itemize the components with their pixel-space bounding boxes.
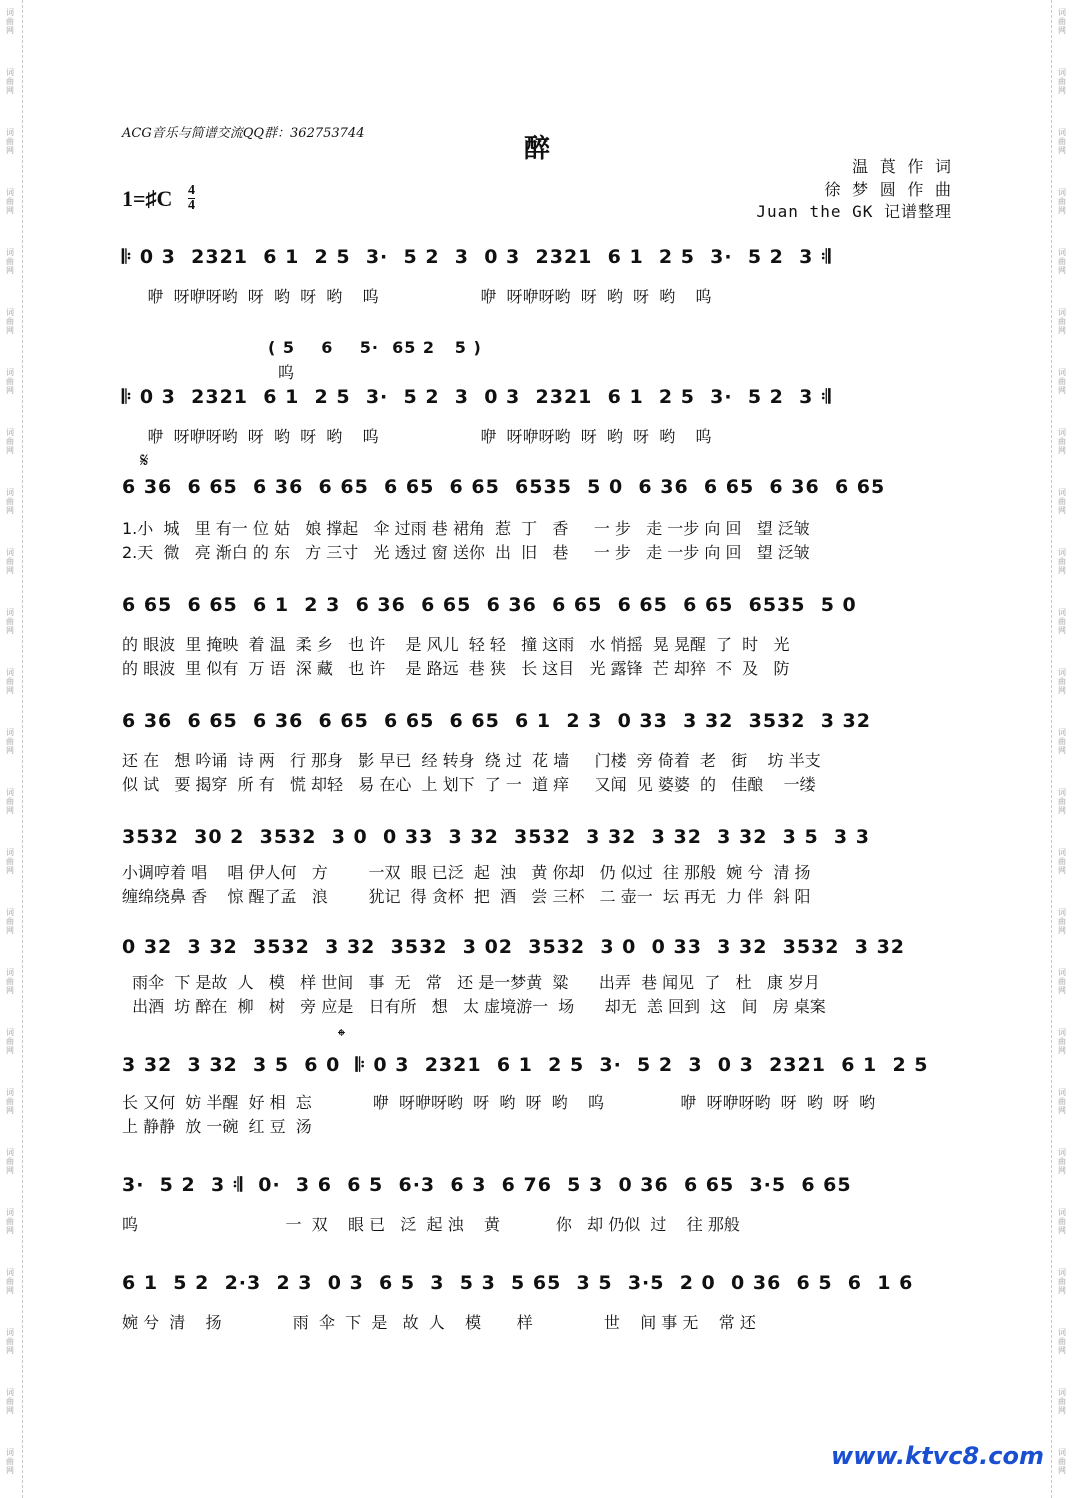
time-sig-bottom: 4 — [188, 198, 195, 213]
intro-lyric: 呜 — [278, 363, 295, 382]
composer-credit: 徐 梦 圆 作 曲 — [824, 180, 952, 199]
watermark-text: 词 曲 网 — [6, 908, 14, 935]
watermark-text: 词 曲 网 — [6, 188, 14, 215]
watermark-text: 词 曲 网 — [6, 548, 14, 575]
watermark-text: 词 曲 网 — [6, 668, 14, 695]
watermark-text: 词 曲 网 — [6, 248, 14, 275]
watermark-text: 词 曲 网 — [1058, 1028, 1066, 1055]
lyric-line-2: 缠绵绕鼻 香 惊 醒了孟 浪 犹记 得 贪杯 把 酒 尝 三杯 二 壶一 坛 再无 力 伴 斜 阳 — [122, 887, 811, 906]
notation-line: 6 36 6 65 6 36 6 65 6 65 6 65 6 1 2 3 0 33 3 32 3532 3 32 — [122, 710, 871, 732]
watermark-text: 词 曲 网 — [1058, 368, 1066, 395]
arranger-credit: Juan the GK 记谱整理 — [756, 202, 952, 221]
watermark-text: 词 曲 网 — [6, 1388, 14, 1415]
watermark-text: 词 曲 网 — [6, 428, 14, 455]
watermark-text: 词 曲 网 — [1058, 908, 1066, 935]
watermark-text: 词 曲 网 — [1058, 1088, 1066, 1115]
site-logo[interactable]: www.ktvc8.com — [831, 1442, 1044, 1470]
watermark-text: 词 曲 网 — [6, 308, 14, 335]
watermark-text: 词 曲 网 — [1058, 1388, 1066, 1415]
watermark-text: 词 曲 网 — [1058, 128, 1066, 155]
watermark-text: 词 曲 网 — [6, 608, 14, 635]
watermark-text: 词 曲 网 — [6, 728, 14, 755]
watermark-text: 词 曲 网 — [1058, 8, 1066, 35]
lyric-line-1: 呜 一 双 眼 已 泛 起 浊 黄 你 却 仍似 过 往 那般 — [122, 1215, 740, 1234]
watermark-text: 词 曲 网 — [1058, 248, 1066, 275]
lyric-line-2: 上 静静 放 一碗 红 豆 汤 — [122, 1117, 312, 1136]
intro-phrase: ( 5 6 5· 65 2 5 ) — [268, 338, 482, 357]
right-watermark-strip — [1051, 0, 1074, 1498]
watermark-text: 词 曲 网 — [6, 968, 14, 995]
watermark-text: 词 曲 网 — [1058, 1208, 1066, 1235]
watermark-text: 词 曲 网 — [1058, 428, 1066, 455]
lyric-line-2: 出酒 坊 醉在 柳 树 旁 应是 日有所 想 太 虚境游一 场 却无 恙 回到 这 间 房 桌案 — [122, 997, 826, 1016]
watermark-text: 词 曲 网 — [6, 128, 14, 155]
lyric-line-1: 小调哼着 唱 唱 伊人何 方 一双 眼 已泛 起 浊 黄 你却 仍 似过 往 那般 婉 兮 清 扬 — [122, 863, 811, 882]
qq-group-info: ACG音乐与简谱交流QQ群：362753744 — [122, 126, 365, 141]
watermark-text: 词 曲 网 — [1058, 968, 1066, 995]
lyric-line-1: 咿 呀咿呀哟 呀 哟 呀 哟 呜 咿 呀咿呀哟 呀 哟 呀 哟 呜 — [122, 287, 712, 306]
watermark-text: 词 曲 网 — [6, 848, 14, 875]
watermark-text: 词 曲 网 — [6, 488, 14, 515]
watermark-text: 词 曲 网 — [6, 1208, 14, 1235]
watermark-text: 词 曲 网 — [1058, 488, 1066, 515]
watermark-text: 词 曲 网 — [6, 8, 14, 35]
watermark-text: 词 曲 网 — [6, 68, 14, 95]
notation-line: 𝄆 0 3 2321 6 1 2 5 3· 5 2 3 0 3 2321 6 1 2 5 3· 5 2 3 𝄇 — [122, 246, 832, 268]
watermark-text: 词 曲 网 — [1058, 1148, 1066, 1175]
time-signature — [188, 184, 195, 213]
notation-line: 0 32 3 32 3532 3 32 3532 3 02 3532 3 0 0 33 3 32 3532 3 32 — [122, 936, 906, 958]
watermark-text: 词 曲 网 — [1058, 728, 1066, 755]
watermark-text: 词 曲 网 — [6, 1268, 14, 1295]
lyric-line-1: 婉 兮 清 扬 雨 伞 下 是 故 人 模 样 世 间 事 无 常 还 — [122, 1313, 756, 1332]
watermark-text: 词 曲 网 — [1058, 1268, 1066, 1295]
watermark-text: 词 曲 网 — [6, 1148, 14, 1175]
watermark-text: 词 曲 网 — [6, 1088, 14, 1115]
notation-line: 𝄆 0 3 2321 6 1 2 5 3· 5 2 3 0 3 2321 6 1 2 5 3· 5 2 3 𝄇 — [122, 386, 832, 408]
notation-line: 3532 30 2 3532 3 0 0 33 3 32 3532 3 32 3 32 3 32 3 5 3 3 — [122, 826, 870, 848]
time-sig-top: 4 — [188, 183, 195, 198]
lyric-line-2: 2.天 微 亮 渐白 的 东 方 三寸 光 透过 窗 送你 出 旧 巷 一 步 走 一步 向 回 望 泛皱 — [122, 543, 810, 562]
watermark-text: 词 曲 网 — [1058, 668, 1066, 695]
notation-line: 6 36 6 65 6 36 6 65 6 65 6 65 6535 5 0 6 36 6 65 6 36 6 65 — [122, 476, 886, 498]
lyric-line-1: 长 又何 妨 半醒 好 相 忘 咿 呀咿呀哟 呀 哟 呀 哟 呜 咿 呀咿呀哟 呀 哟 呀 哟 — [122, 1093, 876, 1112]
lyric-line-1: 还 在 想 吟诵 诗 两 行 那身 影 早已 经 转身 绕 过 花 墙 门楼 旁 倚着 老 街 坊 半支 — [122, 751, 821, 770]
song-title: 醉 — [523, 134, 550, 164]
segno-sign: 𝄋 — [140, 448, 149, 472]
lyric-line-2: 的 眼波 里 似有 万 语 深 藏 也 许 是 路远 巷 狭 长 这目 光 露锋 芒 却猝 不 及 防 — [122, 659, 790, 678]
watermark-text: 词 曲 网 — [6, 368, 14, 395]
watermark-text: 词 曲 网 — [1058, 608, 1066, 635]
watermark-text: 词 曲 网 — [1058, 848, 1066, 875]
watermark-text: 词 曲 网 — [6, 788, 14, 815]
watermark-text: 词 曲 网 — [1058, 1448, 1066, 1475]
watermark-text: 词 曲 网 — [6, 1328, 14, 1355]
lyric-line-2: 似 试 要 揭穿 所 有 慌 却轻 易 在心 上 划下 了 一 道 痒 又闻 见 婆婆 的 佳酿 一缕 — [122, 775, 816, 794]
lyric-line-1: 咿 呀咿呀哟 呀 哟 呀 哟 呜 咿 呀咿呀哟 呀 哟 呀 哟 呜 — [122, 427, 712, 446]
notation-line: 6 65 6 65 6 1 2 3 6 36 6 65 6 36 6 65 6 65 6 65 6535 5 0 — [122, 594, 857, 616]
lyric-line-1: 1.小 城 里 有一 位 姑 娘 撑起 伞 过雨 巷 裙角 惹 丁 香 一 步 走 一步 向 回 望 泛皱 — [122, 519, 810, 538]
lyric-line-1: 的 眼波 里 掩映 着 温 柔 乡 也 许 是 风儿 轻 轻 撞 这雨 水 悄摇 晃 晃醒 了 时 光 — [122, 635, 790, 654]
watermark-text: 词 曲 网 — [1058, 308, 1066, 335]
watermark-text: 词 曲 网 — [1058, 548, 1066, 575]
key-signature: 1=♯C — [122, 186, 173, 211]
watermark-text: 词 曲 网 — [1058, 788, 1066, 815]
lyric-line-1: 雨伞 下 是故 人 模 样 世间 事 无 常 还 是一梦黄 粱 出弄 巷 闻见 了 杜 康 岁月 — [122, 973, 820, 992]
coda-sign: 𝄌 — [338, 1024, 345, 1048]
notation-line: 3· 5 2 3 𝄇 0· 3 6 6 5 6·3 6 3 6 76 5 3 0 36 6 65 3·5 6 65 — [122, 1174, 852, 1196]
notation-line: 3 32 3 32 3 5 6 0 𝄆 0 3 2321 6 1 2 5 3· 5 2 3 0 3 2321 6 1 2 5 — [122, 1054, 929, 1076]
watermark-text: 词 曲 网 — [6, 1028, 14, 1055]
watermark-text: 词 曲 网 — [1058, 68, 1066, 95]
notation-line: 6 1 5 2 2·3 2 3 0 3 6 5 3 5 3 5 65 3 5 3·5 2 0 0 36 6 5 6 1 6 — [122, 1272, 914, 1294]
watermark-text: 词 曲 网 — [1058, 188, 1066, 215]
left-watermark-strip — [0, 0, 23, 1498]
watermark-text: 词 曲 网 — [6, 1448, 14, 1475]
lyricist-credit: 温 莨 作 词 — [852, 157, 952, 176]
watermark-text: 词 曲 网 — [1058, 1328, 1066, 1355]
